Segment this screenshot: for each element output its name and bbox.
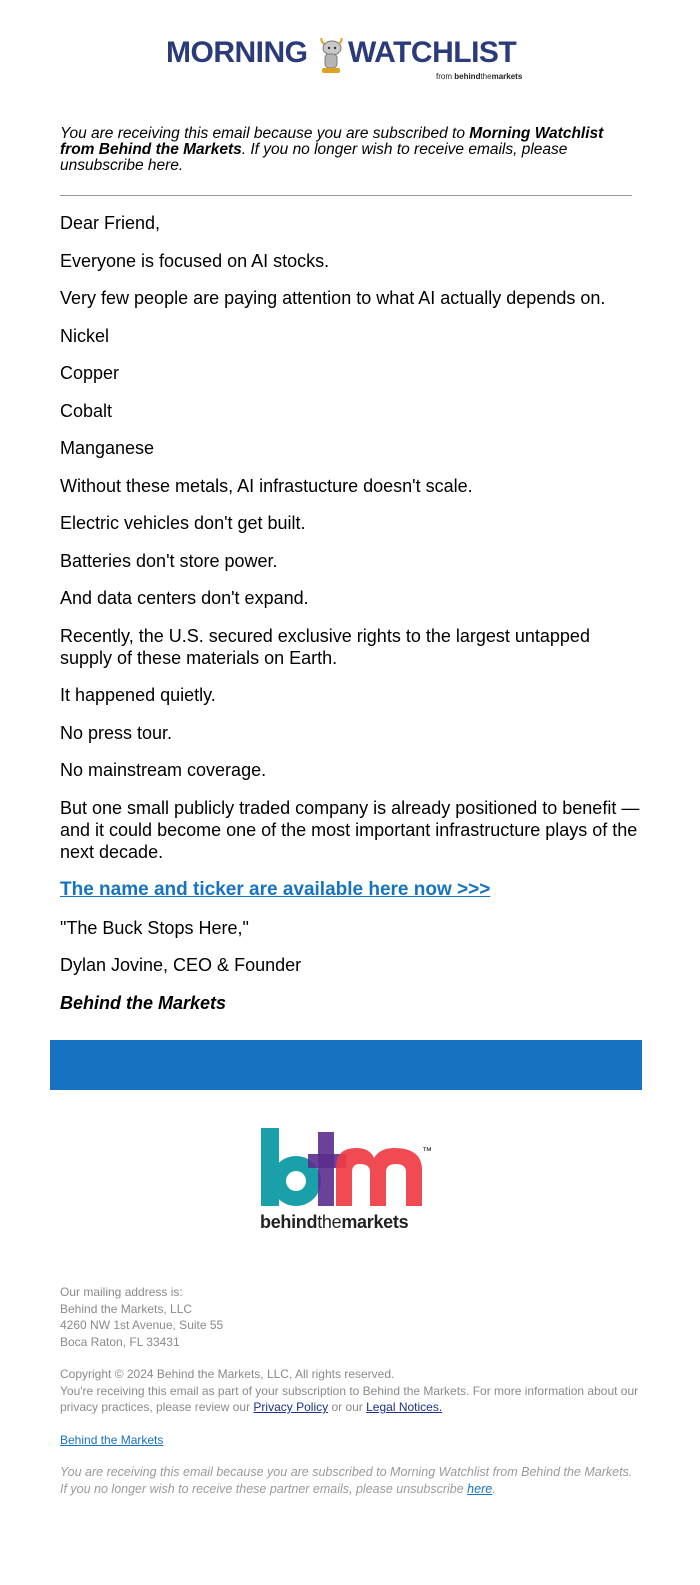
paragraph: It happened quietly. xyxy=(60,685,216,705)
paragraph: Without these metals, AI infrastucture doesn't scale. xyxy=(60,475,473,496)
partner-note: You are receiving this email because you are subscribed to Morning Watchlist from Behind the Markets. If you no longer wish to receive these partner emails, please unsubscribe here. xyxy=(60,1465,633,1496)
brand-link-row xyxy=(60,1432,640,1449)
paragraph: And data centers don't expand. xyxy=(60,588,309,608)
cta-link[interactable]: The name and ticker are available here now >>> xyxy=(60,879,491,900)
paragraph: Very few people are paying attention to what AI actually depends on. xyxy=(60,288,606,308)
greeting: Dear Friend, xyxy=(60,213,161,233)
btm-wordmark: behindthemarkets xyxy=(260,1212,409,1232)
logo-word-morning: MORNING xyxy=(166,36,308,69)
mailing-address: Our mailing address is: Behind the Markets, LLC 4260 NW 1st Avenue, Suite 55 Boca Raton, FL 33431 xyxy=(60,1285,224,1349)
paragraph: No press tour. xyxy=(60,722,173,743)
metal-item: Copper xyxy=(60,363,120,383)
paragraph: Recently, the U.S. secured exclusive rights to the largest untapped supply of these materials on Earth. xyxy=(60,625,590,668)
divider xyxy=(60,195,632,196)
paragraph: Batteries don't store power. xyxy=(60,550,278,571)
behind-the-markets-link[interactable]: Behind the Markets xyxy=(60,1432,164,1447)
paragraph: No mainstream coverage. xyxy=(60,760,267,780)
paragraph: But one small publicly traded company is already positioned to benefit — and it could become one of the most important infrastructure plays of the next decade. xyxy=(60,797,640,862)
blue-banner xyxy=(50,1040,642,1090)
copyright-block: Copyright © 2024 Behind the Markets, LLC, All rights reserved. You're receiving this email as part of your subscription to Behind the Markets. For more information about our privacy practices, please review our Privacy Policy or our Legal Notices. xyxy=(60,1367,639,1414)
paragraph: Electric vehicles don't get built. xyxy=(60,513,306,533)
footer xyxy=(60,1284,640,1513)
privacy-policy-link[interactable]: Privacy Policy xyxy=(253,1400,329,1414)
btm-logo-mark-icon xyxy=(258,1124,438,1208)
btm-logo[interactable] xyxy=(258,1124,438,1234)
metal-item: Cobalt xyxy=(60,400,113,421)
trademark-symbol: ™ xyxy=(422,1146,432,1157)
header xyxy=(0,30,700,82)
morning-watchlist-logo[interactable] xyxy=(166,36,528,80)
signer: Dylan Jovine, CEO & Founder xyxy=(60,955,302,975)
metal-item: Nickel xyxy=(60,325,110,346)
bull-mascot-icon xyxy=(316,38,346,76)
unsubscribe-here-link[interactable]: here xyxy=(467,1481,493,1496)
sign-off-quote: "The Buck Stops Here," xyxy=(60,917,249,938)
email-body xyxy=(60,212,645,1029)
unsubscribe-link[interactable]: . If you no longer wish to receive emails, please unsubscribe here. xyxy=(60,141,568,174)
logo-word-watchlist: WATCHLIST xyxy=(348,36,517,69)
metal-item: Manganese xyxy=(60,438,155,458)
paragraph: Everyone is focused on AI stocks. xyxy=(60,250,330,271)
cta-paragraph xyxy=(60,878,645,901)
signature-brand: Behind the Markets xyxy=(60,992,227,1013)
subscription-note: You are receiving this email because you are subscribed to Morning Watchlist from Behind the Markets. If you no longer wish to receive emails, please unsubscribe here. xyxy=(60,125,604,174)
logo-from-line: from behindthemarkets xyxy=(436,72,523,81)
legal-notices-link[interactable]: Legal Notices. xyxy=(366,1400,443,1414)
